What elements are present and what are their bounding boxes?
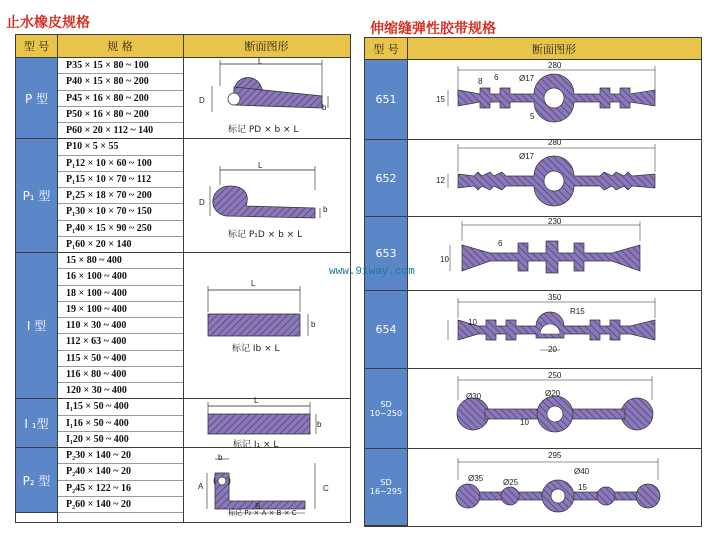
joint-code: SD 16~295 bbox=[369, 478, 403, 496]
right-table-title: 伸缩缝弹性胶带规格 bbox=[370, 21, 496, 37]
p2-dim-b-top: b bbox=[218, 453, 223, 462]
i1-dim-b: b bbox=[317, 420, 322, 429]
p1-mark-label: 标记 P₁D × b × L bbox=[228, 230, 303, 240]
651-dim-8: 8 bbox=[478, 77, 483, 86]
654-dim-r15: R15 bbox=[570, 307, 585, 316]
spec-row: 16 × 100 ~ 400 bbox=[58, 269, 183, 285]
p1-dim-l: L bbox=[258, 161, 263, 170]
joint-code: 652 bbox=[375, 171, 397, 185]
profile-652-diagram bbox=[430, 140, 695, 210]
spec-row: 115 × 50 ~ 400 bbox=[58, 351, 183, 367]
spec-row: 116 × 80 ~ 400 bbox=[58, 367, 183, 383]
652-dim-12: 12 bbox=[436, 176, 445, 185]
spec-row: P₁15 × 10 × 70 ~ 112 bbox=[58, 172, 183, 188]
p-dim-d: D bbox=[199, 96, 205, 105]
p-dim-l: L bbox=[258, 57, 263, 66]
profile-sd10-250-diagram bbox=[440, 370, 690, 442]
spec-row: P₁25 × 18 × 70 ~ 200 bbox=[58, 188, 183, 204]
group-label: I 型 bbox=[16, 253, 57, 399]
p1-dim-d: D bbox=[199, 198, 205, 207]
profile-651-diagram bbox=[430, 60, 695, 135]
p2-type-section-diagram bbox=[195, 453, 335, 515]
653-dim-6: 6 bbox=[498, 239, 503, 248]
652-dim-dia: Ø17 bbox=[519, 152, 535, 161]
group-label: I ₁型 bbox=[16, 399, 57, 448]
spec-row: I₁20 × 50 ~ 400 bbox=[58, 432, 183, 448]
i1-type-section-diagram bbox=[200, 400, 330, 440]
profile-sd16-295-diagram bbox=[440, 450, 690, 522]
joint-code-cell bbox=[365, 369, 407, 449]
spec-row: 19 × 100 ~ 400 bbox=[58, 302, 183, 318]
spec-row: P45 × 16 × 80 ~ 200 bbox=[58, 91, 183, 107]
653-dim-230: 230 bbox=[548, 217, 562, 226]
joint-code: 653 bbox=[375, 247, 397, 260]
header-spec: 规 格 bbox=[107, 40, 133, 53]
654-dim-350: 350 bbox=[548, 293, 562, 302]
spec-row: P₂60 × 140 ~ 20 bbox=[58, 497, 183, 513]
spec-row: P₂40 × 140 ~ 20 bbox=[58, 464, 183, 480]
group-label: P 型 bbox=[16, 58, 57, 139]
spec-row: P35 × 15 × 80 ~ 100 bbox=[58, 58, 183, 74]
spec-row: 15 × 80 ~ 400 bbox=[58, 253, 183, 269]
joint-code-cell bbox=[365, 291, 407, 369]
p2-dim-b-bottom: B bbox=[255, 502, 261, 511]
p1-dim-b: b bbox=[323, 205, 328, 214]
spec-row: P50 × 16 × 80 ~ 200 bbox=[58, 107, 183, 123]
group-label: P₁ 型 bbox=[16, 139, 57, 253]
header-type: 型 号 bbox=[23, 40, 50, 53]
p-mark-label: 标记 PD × b × L bbox=[228, 125, 299, 135]
right-header-section: 断面图形 bbox=[532, 42, 576, 56]
sd16-dim-dia25: Ø25 bbox=[503, 478, 519, 487]
spec-row: P₁60 × 20 × 140 bbox=[58, 237, 183, 253]
652-dim-280: 280 bbox=[548, 138, 562, 147]
joint-code: 654 bbox=[375, 323, 397, 336]
left-table-title: 止水橡皮规格 bbox=[6, 15, 90, 31]
joint-code-cell bbox=[365, 140, 407, 217]
sd10-dim-dia30: Ø30 bbox=[466, 392, 482, 401]
p2-dim-c: C bbox=[323, 484, 329, 493]
right-header-type: 型 号 bbox=[373, 42, 399, 56]
joint-code: 651 bbox=[375, 93, 397, 106]
spec-row: 18 × 100 ~ 400 bbox=[58, 286, 183, 302]
spec-row: P₁40 × 15 × 90 ~ 250 bbox=[58, 221, 183, 237]
joint-code: SD 10~250 bbox=[369, 399, 403, 418]
joint-code-cell bbox=[365, 449, 407, 526]
p1-type-section-diagram bbox=[190, 160, 340, 235]
spec-row: 110 × 30 ~ 400 bbox=[58, 318, 183, 334]
spec-row: 112 × 63 ~ 400 bbox=[58, 334, 183, 350]
sd10-dim-250: 250 bbox=[548, 371, 562, 380]
sd16-dim-dia40: Ø40 bbox=[574, 467, 590, 476]
spec-row: P40 × 15 × 80 ~ 200 bbox=[58, 74, 183, 90]
sd10-dim-dia20: Ø20 bbox=[545, 389, 561, 398]
spec-row: I₁16 × 50 ~ 400 bbox=[58, 416, 183, 432]
spec-row: P₂45 × 122 ~ 16 bbox=[58, 481, 183, 497]
sd16-dim-dia35: Ø35 bbox=[468, 474, 484, 483]
spec-row: P10 × 5 × 55 bbox=[58, 139, 183, 155]
654-dim-20: 20 bbox=[548, 345, 557, 354]
i-dim-l: L bbox=[251, 279, 256, 288]
header-section: 断面图形 bbox=[244, 40, 289, 53]
653-dim-10: 10 bbox=[440, 255, 449, 264]
right-table-header bbox=[365, 38, 701, 60]
i1-mark-label: 标记 I₁ × L bbox=[233, 440, 279, 450]
sd10-dim-10: 10 bbox=[520, 418, 529, 427]
p-dim-b: b bbox=[322, 103, 327, 112]
sd16-dim-15: 15 bbox=[578, 483, 587, 492]
i-dim-b: b bbox=[311, 320, 316, 329]
profile-653-diagram bbox=[430, 215, 695, 285]
p2-mark-label: 标记 P₂ × A × B × C bbox=[228, 509, 297, 517]
joint-code-cell bbox=[365, 217, 407, 291]
654-dim-10: 10 bbox=[468, 318, 477, 327]
spec-row: 120 × 30 ~ 400 bbox=[58, 383, 183, 399]
group-label: P₂ 型 bbox=[16, 448, 57, 513]
651-dim-280: 280 bbox=[548, 61, 562, 70]
p2-dim-a: A bbox=[198, 482, 204, 491]
i1-dim-l: L bbox=[254, 396, 259, 405]
sd16-dim-295: 295 bbox=[548, 451, 562, 460]
watermark: www.91way.com bbox=[329, 266, 415, 278]
651-dim-6: 6 bbox=[494, 73, 499, 82]
651-dim-dia: Ø17 bbox=[519, 74, 535, 83]
spec-row: P₁30 × 10 × 70 ~ 150 bbox=[58, 204, 183, 220]
651-dim-5: 5 bbox=[530, 112, 535, 121]
spec-row: P60 × 20 × 112 ~ 140 bbox=[58, 123, 183, 139]
spec-row: P₁12 × 10 × 60 ~ 100 bbox=[58, 156, 183, 172]
joint-code-cell bbox=[365, 60, 407, 140]
spec-row: P₂30 × 140 ~ 20 bbox=[58, 448, 183, 464]
651-dim-15: 15 bbox=[436, 95, 445, 104]
i-type-section-diagram bbox=[200, 282, 330, 342]
spec-row: I₁15 × 50 ~ 400 bbox=[58, 399, 183, 415]
i-mark-label: 标记 Ib × L bbox=[232, 344, 280, 354]
